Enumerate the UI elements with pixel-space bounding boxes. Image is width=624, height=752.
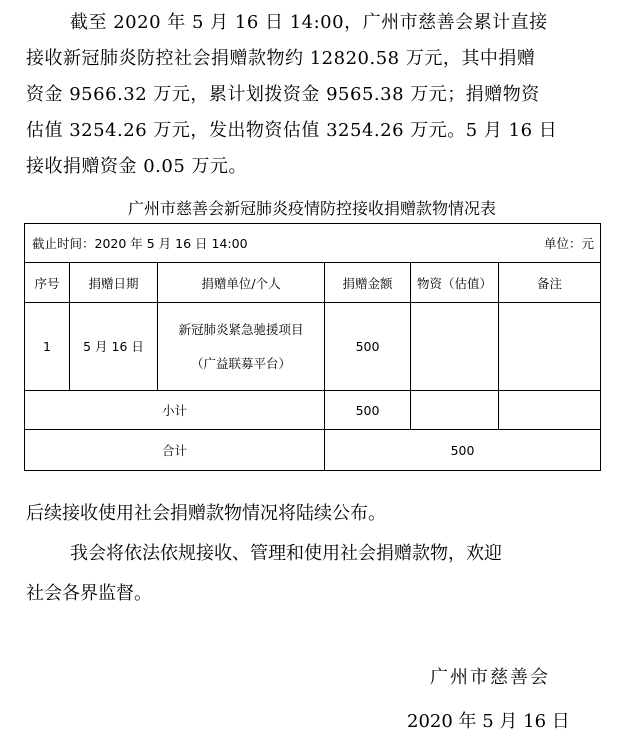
total-row bbox=[25, 430, 601, 471]
table-row bbox=[25, 303, 601, 391]
header-goods: 物资（估值） bbox=[411, 263, 499, 303]
cell-note bbox=[499, 303, 601, 391]
closing-line-2: 我会将依法依规接收、管理和使用社会捐赠款物，欢迎 bbox=[70, 543, 502, 564]
closing-line-1: 后续接收使用社会捐赠款物情况将陆续公布。 bbox=[26, 503, 386, 524]
subtotal-goods bbox=[411, 391, 499, 430]
table-header-row bbox=[25, 263, 601, 303]
cell-donor bbox=[158, 303, 325, 391]
signature-org: 广州市慈善会 bbox=[430, 667, 550, 688]
unit-label: 单位：元 bbox=[543, 236, 594, 251]
signature-date: 2020 年 5 月 16 日 bbox=[407, 711, 570, 732]
closing-line-3: 社会各界监督。 bbox=[26, 583, 152, 604]
cell-amount: 500 bbox=[325, 303, 411, 391]
intro-line-5: 接收捐赠资金 0.05 万元。 bbox=[26, 156, 248, 177]
total-label: 合计 bbox=[25, 430, 325, 471]
donation-table bbox=[24, 223, 601, 471]
intro-line-2: 接收新冠肺炎防控社会捐赠款物约 12820.58 万元，其中捐赠 bbox=[26, 48, 536, 69]
intro-line-3: 资金 9566.32 万元，累计划拨资金 9565.38 万元；捐赠物资 bbox=[26, 84, 540, 105]
header-index: 序号 bbox=[25, 263, 70, 303]
subtotal-label: 小计 bbox=[25, 391, 325, 430]
cell-date: 5 月 16 日 bbox=[70, 303, 158, 391]
table-title: 广州市慈善会新冠肺炎疫情防控接收捐赠款物情况表 bbox=[127, 199, 496, 218]
table-meta-row bbox=[25, 224, 601, 263]
header-date: 捐赠日期 bbox=[70, 263, 158, 303]
subtotal-amount: 500 bbox=[325, 391, 411, 430]
intro-line-4: 估值 3254.26 万元，发出物资估值 3254.26 万元。5 月 16 日 bbox=[26, 120, 558, 141]
deadline-label: 截止时间：2020 年 5 月 16 日 14:00 bbox=[32, 236, 248, 251]
header-amount: 捐赠金额 bbox=[325, 263, 411, 303]
total-amount: 500 bbox=[325, 430, 601, 471]
donor-name: 新冠肺炎紧急驰援项目 bbox=[178, 321, 304, 337]
subtotal-note bbox=[499, 391, 601, 430]
header-note: 备注 bbox=[499, 263, 601, 303]
cell-goods bbox=[411, 303, 499, 391]
subtotal-row bbox=[25, 391, 601, 430]
cell-index: 1 bbox=[25, 303, 70, 391]
intro-line-1: 截至 2020 年 5 月 16 日 14:00，广州市慈善会累计直接 bbox=[70, 12, 548, 33]
header-donor: 捐赠单位/个人 bbox=[158, 263, 325, 303]
donor-platform: （广益联募平台） bbox=[190, 355, 291, 371]
